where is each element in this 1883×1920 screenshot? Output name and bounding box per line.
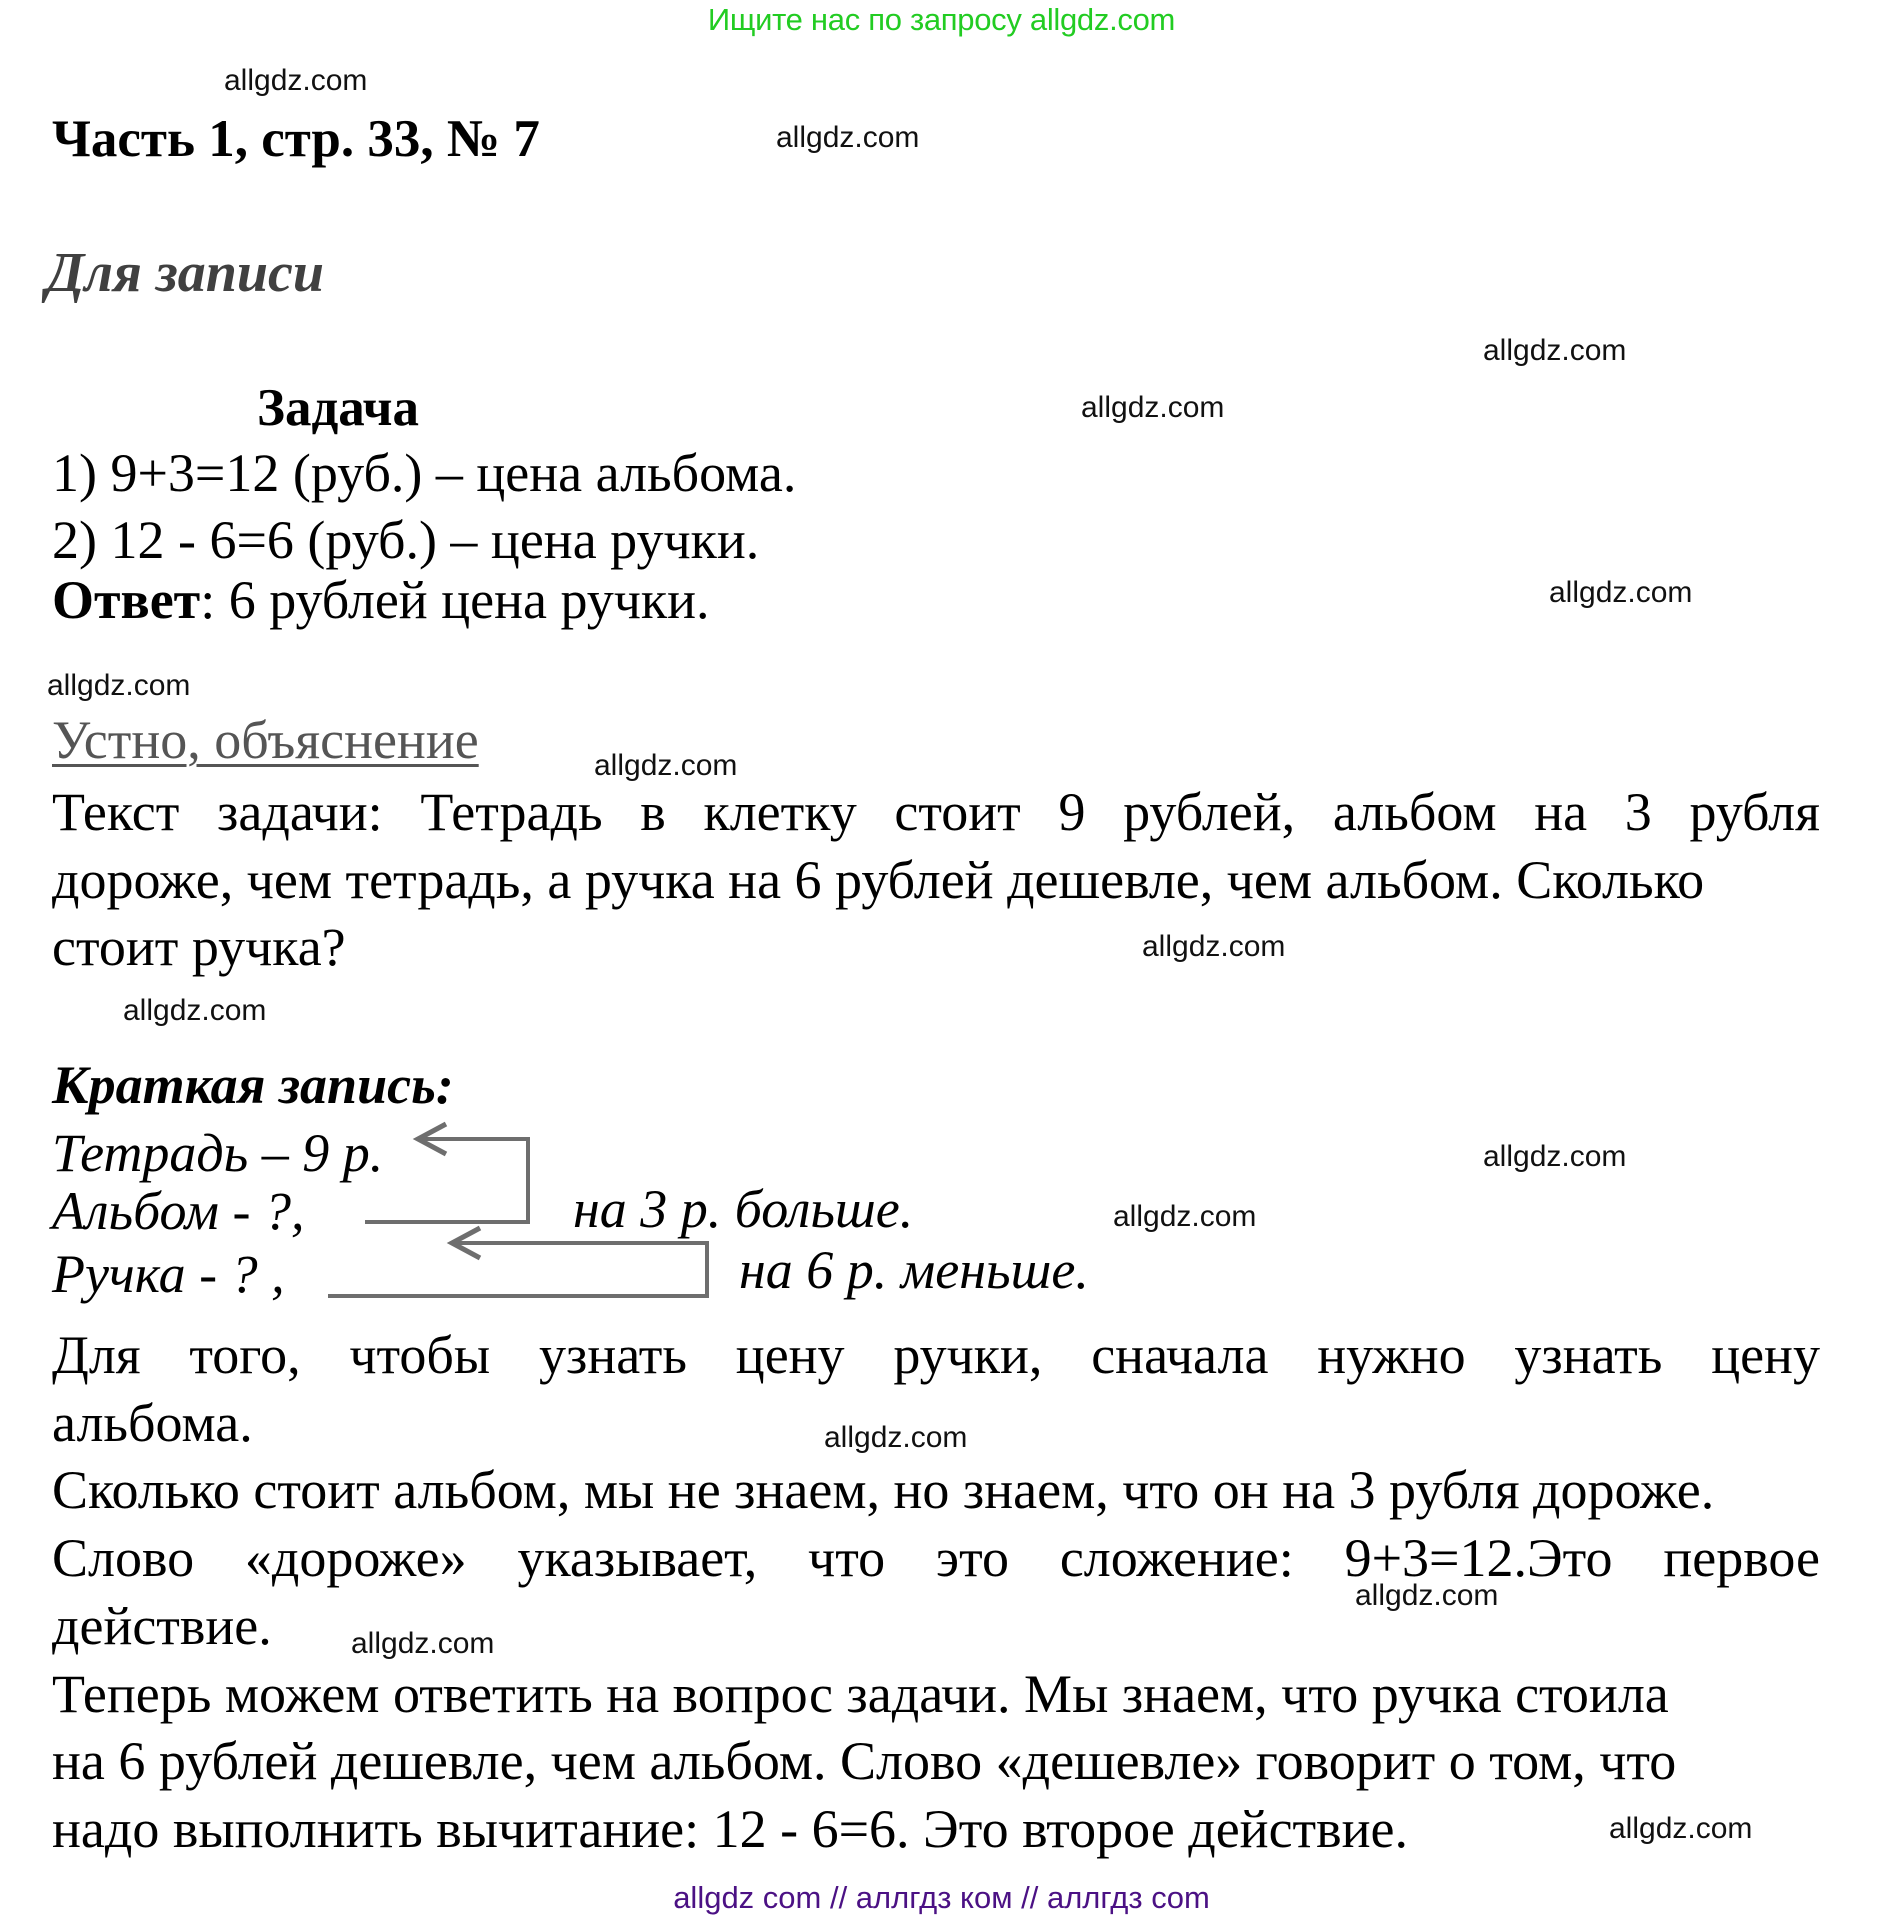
word: сначала (1091, 1325, 1269, 1385)
word: указывает, (517, 1528, 758, 1589)
solution-step-2: 2) 12 - 6=6 (руб.) – цена ручки. (52, 510, 760, 570)
explanation-line-4 (52, 1525, 1820, 1593)
watermark[interactable]: allgdz.com (1483, 1140, 1627, 1173)
word: Текст (52, 782, 180, 842)
arrow-pen-to-album-icon (328, 1228, 707, 1296)
watermark[interactable]: allgdz.com (351, 1627, 495, 1660)
word: первое (1663, 1528, 1820, 1589)
watermark[interactable]: allgdz.com (1609, 1812, 1753, 1845)
oral-section-heading: Устно, объяснение (52, 710, 479, 770)
watermark[interactable]: allgdz.com (224, 64, 368, 97)
brief-item-notebook: Тетрадь – 9 р. (52, 1123, 384, 1183)
word: узнать (1514, 1325, 1663, 1385)
task-text-line-2: дороже, чем тетрадь, а ручка на 6 рублей дешевле, чем альбом. Сколько (52, 849, 1705, 910)
word: это (935, 1528, 1009, 1589)
word: рубля (1689, 782, 1820, 842)
word: стоит (894, 782, 1021, 842)
brief-item-album: Альбом - ?, (52, 1181, 305, 1241)
watermark[interactable]: allgdz.com (1081, 391, 1225, 424)
word: на (1534, 782, 1588, 842)
record-section-heading: Для записи (46, 242, 324, 304)
search-banner[interactable]: Ищите нас по запросу allgdz.com (707, 2, 1176, 37)
arrow-album-to-notebook-icon (365, 1124, 528, 1222)
watermark[interactable]: allgdz.com (47, 669, 191, 702)
explanation-line-3: Сколько стоит альбом, мы не знаем, но знаем, что он на 3 рубля дороже. (52, 1460, 1715, 1521)
word: цену (1711, 1325, 1820, 1385)
word: того, (189, 1325, 301, 1385)
word: чтобы (349, 1325, 491, 1385)
explanation-line-6: Теперь можем ответить на вопрос задачи. Мы знаем, что ручка стоила (52, 1663, 1669, 1724)
answer-label: Ответ (52, 570, 201, 630)
word: Слово (52, 1528, 195, 1589)
word: узнать (538, 1325, 688, 1385)
watermark[interactable]: allgdz.com (776, 121, 920, 154)
solution-step-1: 1) 9+3=12 (руб.) – цена альбома. (52, 443, 797, 503)
word: 3 (1624, 782, 1652, 842)
word: что (808, 1528, 886, 1589)
word: нужно (1317, 1325, 1466, 1385)
watermark[interactable]: allgdz.com (1483, 334, 1627, 367)
brief-record-heading: Краткая запись: (52, 1055, 454, 1115)
word: Для (52, 1325, 141, 1385)
brief-item-pen: Ручка - ? , (52, 1244, 285, 1304)
word: в (640, 782, 666, 842)
brief-item-album-relation: на 3 р. больше. (573, 1179, 914, 1239)
explanation-line-2: альбома. (52, 1392, 253, 1453)
task-text-line-3: стоит ручка? (52, 917, 346, 978)
brief-item-pen-relation: на 6 р. меньше. (739, 1240, 1089, 1300)
page-title: Часть 1, стр. 33, № 7 (52, 110, 540, 168)
explanation-line-7: на 6 рублей дешевле, чем альбом. Слово «дешевле» говорит о том, что (52, 1731, 1677, 1792)
watermark[interactable]: allgdz.com (123, 994, 267, 1027)
watermark[interactable]: allgdz.com (1355, 1579, 1499, 1612)
word: цену (735, 1325, 845, 1385)
word: альбом (1332, 782, 1497, 842)
task-heading: Задача (257, 379, 420, 437)
word: 9 (1058, 782, 1086, 842)
word: клетку (703, 782, 857, 842)
explanation-line-5: действие. (52, 1595, 272, 1656)
word: Тетрадь (420, 782, 603, 842)
explanation-line-8: надо выполнить вычитание: 12 - 6=6. Это второе действие. (52, 1798, 1409, 1859)
explanation-line-1 (52, 1322, 1820, 1390)
watermark[interactable]: allgdz.com (1142, 930, 1286, 963)
word: 9+3=12.Это (1344, 1528, 1613, 1589)
watermark[interactable]: allgdz.com (1113, 1200, 1257, 1233)
watermark[interactable]: allgdz.com (824, 1421, 968, 1454)
watermark[interactable]: allgdz.com (1549, 576, 1693, 609)
answer-text: : 6 рублей цена ручки. (200, 570, 710, 630)
watermark[interactable]: allgdz.com (594, 749, 738, 782)
word: рублей, (1123, 782, 1296, 842)
word: сложение: (1059, 1528, 1294, 1589)
word: «дороже» (244, 1528, 467, 1589)
word: ручки, (893, 1325, 1043, 1385)
explanation-paragraph (52, 1322, 1820, 1864)
footer-links[interactable]: allgdz com // аллгдз ком // аллгдз com (673, 1880, 1210, 1915)
word: задачи: (217, 782, 383, 842)
